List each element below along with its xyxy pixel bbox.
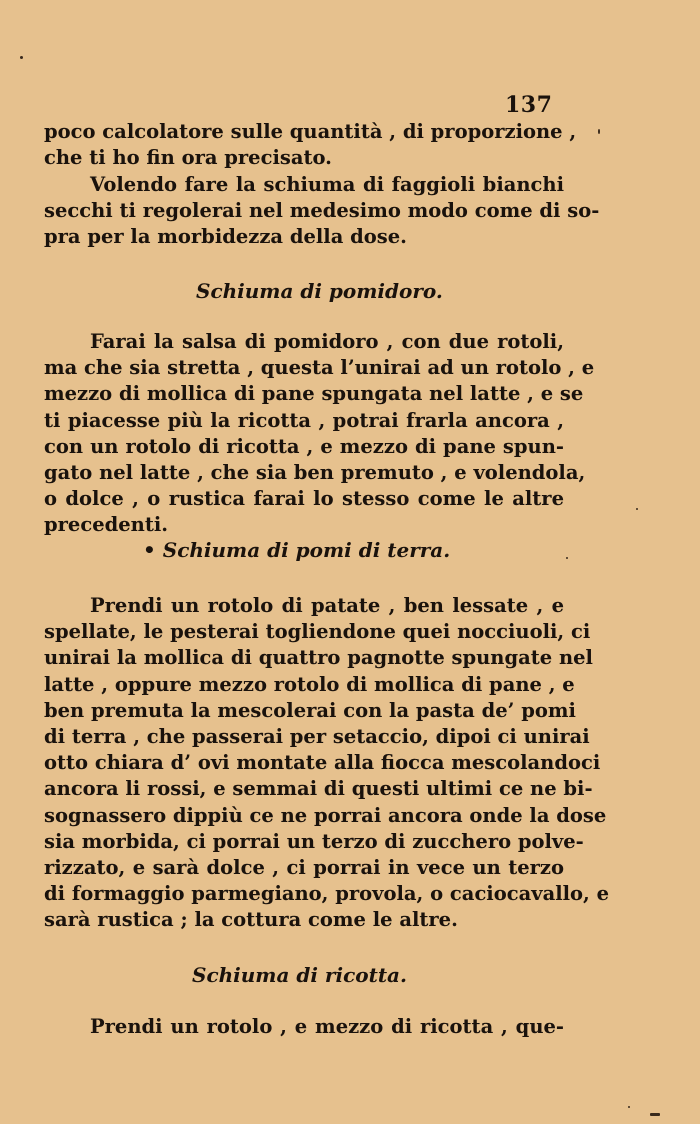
heading-text: Schiuma di pomi di terra. (162, 538, 451, 562)
text-line: latte , oppure mezzo rotolo di mollica di pane , e (44, 672, 575, 696)
paper-speck (636, 508, 638, 510)
page-number: 137 (505, 92, 553, 118)
text-line: con un rotolo di ricotta , e mezzo di pane spun- (44, 434, 564, 458)
paper-speck (566, 557, 568, 559)
paper-speck (20, 56, 23, 59)
text-line: di formaggio parmegiano, provola, o caciocavallo, e (44, 882, 610, 906)
paragraph-ricotta (44, 1014, 564, 1040)
text-line: ma che sia stretta , questa l’unirai ad un rotolo , e (44, 356, 595, 380)
text-line: sarà rustica ; la cottura come le altre. (44, 908, 458, 932)
text-line: spellate, le pesterai togliendone quei nocciuoli, ci (44, 620, 591, 644)
text-line: secchi ti regolerai nel medesimo modo come di so- (44, 199, 600, 223)
text-line: otto chiara d’ ovi montate alla fiocca mescolandoci (44, 751, 601, 775)
text-line: di terra , che passerai per setaccio, dipoi ci unirai (44, 724, 590, 748)
text-line: gato nel latte , che sia ben premuto , e volendola, (44, 460, 586, 484)
paragraph-pomidoro (44, 329, 595, 539)
heading-bullet: • (143, 538, 163, 562)
text-line: che ti ho fin ora precisato. (44, 146, 332, 170)
paper-speck (628, 1106, 630, 1108)
text-line: rizzato, e sarà dolce , ci porrai in vece un terzo (44, 855, 564, 879)
paragraph-continuation (44, 119, 577, 171)
text-line: o dolce , o rustica farai lo stesso come le altre (44, 487, 564, 511)
text-line: ben premuta la mescolerai con la pasta de’ pomi (44, 698, 576, 722)
text-line: ti piacesse più la ricotta , potrai frarla ancora , (44, 408, 564, 432)
section-heading-ricotta: Schiuma di ricotta. (192, 963, 407, 987)
text-line: Prendi un rotolo di patate , ben lessate , e (90, 594, 564, 617)
paper-speck (650, 1113, 660, 1116)
text-line: mezzo di mollica di pane spungata nel latte , e se (44, 382, 584, 406)
text-line: sia morbida, ci porrai un terzo di zucchero polve- (44, 829, 584, 853)
text-line: precedenti. (44, 513, 169, 537)
text-line: sognassero dippiù ce ne porrai ancora onde la dose (44, 803, 607, 827)
section-heading-pomidoro: Schiuma di pomidoro. (196, 279, 443, 303)
text-line: Farai la salsa di pomidoro , con due rotoli, (90, 330, 564, 353)
text-line: Prendi un rotolo , e mezzo di ricotta , que- (90, 1015, 564, 1038)
text-line: poco calcolatore sulle quantità , di proporzione , (44, 120, 577, 143)
text-line: pra per la morbidezza della dose. (44, 225, 407, 249)
text-line: Volendo fare la schiuma di faggioli bianchi (90, 173, 564, 196)
text-line: unirai la mollica di quattro pagnotte spungate nel (44, 646, 593, 670)
paper-speck (598, 129, 600, 134)
text-line: ancora li rossi, e semmai di questi ultimi ce ne bi- (44, 777, 593, 801)
paragraph-pomi-di-terra (44, 593, 610, 933)
section-heading-pomi-di-terra (143, 538, 450, 562)
paragraph-faggioli (44, 172, 600, 251)
